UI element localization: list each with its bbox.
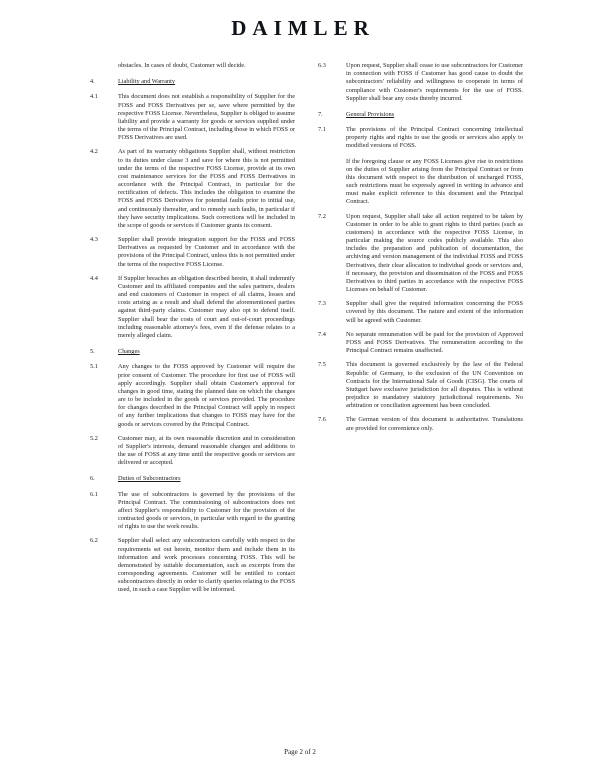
- clause-text: [346, 213, 523, 295]
- right-column: [318, 62, 523, 746]
- clause: [90, 275, 295, 340]
- section-number: 7.: [318, 110, 323, 118]
- paragraph: As part of its warranty obligations Supplier shall, without restriction to its duties under clause 3 and save for where this is not permitted under the terms of the respective FOSS License, provide at its own cost maintenance services for the FOSS and FOSS Derivatives in accordance with the Principal Contract, in particular for the rectification of defects. This includes the obligation to examine the FOSS and FOSS Derivatives for potential faults prior to initial use, and continuously thereafter, and to remedy such faults, in particular if they have security implications. Such corrections will be included in the scope of goods or services if Customer grants its consent.: [118, 148, 295, 229]
- paragraph: Supplier shall provide integration support for the FOSS and FOSS Derivatives as requested by Customer and in accordance with the provisions of the Principal Contract, unless this is not permitted under the terms of the respective FOSS License.: [118, 236, 295, 268]
- clause-number: 7.6: [318, 416, 326, 424]
- clause-number: 4.2: [90, 148, 98, 156]
- section-heading: [318, 111, 523, 119]
- clause: [318, 416, 523, 432]
- clause: [318, 213, 523, 295]
- clause-number: 5.1: [90, 363, 98, 371]
- paragraph: Any changes to the FOSS approved by Customer will require the prior consent of Customer. The procedure for first use of FOSS will apply accordingly. Supplier shall obtain Customer's approval for changes in good time, stating the planned date on which the changes are to be included in the goods or services provided. The procedure for changes described in the Principal Contract will apply in respect of any further implications that changes to FOSS may have for the goods or services covered by the Principal Contract.: [118, 363, 295, 428]
- paragraph: If the foregoing clause or any FOSS Licenses give rise to restrictions on the duties of Supplier arising from the Principal Contract or from this document with respect to the distribution of uncharged FOSS, such restrictions must be expressly agreed in writing in advance and must make explicit reference to this document and the Principal Contract.: [346, 157, 523, 206]
- clause-number: 7.4: [318, 330, 326, 338]
- clause-text: [118, 363, 295, 428]
- clause-text: [346, 416, 523, 432]
- section-title: Changes: [118, 348, 140, 356]
- continuation-paragraph: [90, 62, 295, 70]
- clause-number: 7.2: [318, 212, 326, 220]
- clause: [90, 537, 295, 594]
- clause-number: 4.3: [90, 236, 98, 244]
- paragraph: Supplier shall select any subcontractors carefully with respect to the requirements set out herein, monitor them and include them in its information and work processes concerning FOSS. This will be demonstrated by suitable documentation, such as excerpts from the corresponding agreements. Customer will be entitled to contact subcontractors directly in order to clarify queries relating to the FOSS used, in such a case Supplier will be informed.: [118, 537, 295, 594]
- clause-number: 7.3: [318, 300, 326, 308]
- clause: [318, 331, 523, 356]
- paragraph: Customer may, at its own reasonable discretion and in consideration of Supplier's interests, demand reasonable changes and additions to the use of FOSS at any time until the respective goods or services are delivered or accepted.: [118, 434, 295, 467]
- paragraph: The provisions of the Principal Contract concerning intellectual property rights and rights to use the goods or services also apply to modified versions of FOSS.: [346, 126, 523, 150]
- clause-text: [346, 361, 523, 410]
- clause-text: [346, 126, 523, 207]
- paragraph: Upon request, Supplier shall take all action required to be taken by Customer in order to be able to grant rights to third parties (such as customers) in accordance with the respective FOSS License, in particular making the source codes publicly available. This also includes the preparation and publication of documentation, the archiving and version management of the individual FOSS and FOSS Derivatives, their clear allocation to individual goods or services and, if necessary, the provision and dissemination of the FOSS and FOSS Derivatives to third parties in accordance with the respective FOSS Licenses on behalf of Customer.: [346, 212, 523, 294]
- section-number: 5.: [90, 348, 95, 356]
- document-body: [90, 62, 523, 746]
- clause-text: [118, 491, 295, 532]
- clause: [90, 236, 295, 269]
- paragraph: No separate remuneration will be paid for the provision of Approved FOSS and FOSS Derivatives. The remuneration according to the Principal Contract remains unaffected.: [346, 330, 523, 355]
- clause: [318, 62, 523, 103]
- clause-text: [118, 236, 295, 269]
- section-number: 4.: [90, 78, 95, 86]
- paragraph: Upon request, Supplier shall cease to use subcontractors for Customer in connection with FOSS if Customer has good cause to doubt the subcontractors' reliability and willingness to cooperate in terms of compliance with Customer's requirements for the use of FOSS. Supplier shall bear any costs thereby incurred.: [346, 62, 523, 102]
- clause-text: [346, 300, 523, 325]
- paragraph: obstacles. In cases of doubt, Customer will decide.: [118, 62, 246, 69]
- paragraph: If Supplier breaches an obligation described herein, it shall indemnify Customer and its affiliated companies and the sales partners, dealers and end customers of Customer in respect of all claims, losses and costs arising as a result and shall defend the aforementioned parties against third-party claims. Customer may also opt to defend itself. Supplier shall bear the costs of court and out-of-court proceedings including reasonable attorney's fees, even if the defense relates to a merely alleged claim.: [118, 274, 295, 339]
- paragraph: This document is governed exclusively by the law of the Federal Republic of Germany, to the exclusion of the UN Convention on Contracts for the International Sale of Goods (CISG). The courts of Stuttgart have exclusive jurisdiction for all disputes. This is without prejudice to mandatory statutory jurisdictional requirements. No arbitration or conciliation agreement has been concluded.: [346, 361, 523, 410]
- clause-number: 7.1: [318, 126, 326, 134]
- clause-text: [346, 331, 523, 356]
- clause-number: 6.1: [90, 490, 98, 498]
- paragraph: This document does not establish a responsibility of Supplier for the FOSS and FOSS Derivatives per se, save where permitted by the respective FOSS License. Nevertheless, Supplier is obliged to assume liability and provide a warranty for goods or services supplied under the terms of the Principal Contract, including those in which FOSS or FOSS Derivatives are used.: [118, 93, 295, 142]
- clause-text: [118, 93, 295, 142]
- paragraph: The use of subcontractors is governed by the provisions of the Principal Contract. The commissioning of subcontractors does not affect Supplier's responsibility to Customer for the provision of the contracted goods or services, in particular with regard to the granting of rights to use the work results.: [118, 490, 295, 531]
- clause: [318, 126, 523, 207]
- clause-number: 6.2: [90, 537, 98, 545]
- clause-number: 6.3: [318, 62, 326, 69]
- clause-text: [118, 148, 295, 230]
- clause-number: 4.4: [90, 274, 98, 282]
- section-heading: [90, 475, 295, 483]
- clause: [318, 300, 523, 325]
- clause: [90, 363, 295, 428]
- paragraph: Supplier shall give the required information concerning the FOSS covered by this document. The nature and extent of the information will be agreed with Customer.: [346, 300, 523, 324]
- section-heading: [90, 78, 295, 86]
- paragraph: The German version of this document is authoritative. Translations are provided for convenience only.: [346, 416, 523, 432]
- number-spacer: [90, 62, 118, 70]
- clause-text: [118, 435, 295, 468]
- clause: [90, 435, 295, 468]
- clause-number: 7.5: [318, 361, 326, 369]
- left-column: [90, 62, 295, 746]
- company-logo: DAIMLER: [231, 16, 375, 40]
- clause-text: [118, 537, 295, 594]
- clause-number: 4.1: [90, 93, 98, 101]
- clause-text: [346, 62, 523, 103]
- section-title: Duties of Subcontractors: [118, 475, 181, 483]
- document-footer: [0, 748, 600, 756]
- clause: [318, 361, 523, 410]
- section-title: General Provisions: [346, 110, 395, 118]
- clause: [90, 93, 295, 142]
- clause-text: [118, 275, 295, 340]
- clause-number: 5.2: [90, 434, 98, 442]
- section-heading: [90, 348, 295, 356]
- document-header: [0, 16, 600, 41]
- clause: [90, 491, 295, 532]
- clause: [90, 148, 295, 230]
- page-number: Page 2 of 2: [284, 748, 316, 756]
- section-title: Liability and Warranty: [118, 78, 176, 86]
- section-number: 6.: [90, 475, 95, 483]
- paragraph-text: [118, 62, 295, 70]
